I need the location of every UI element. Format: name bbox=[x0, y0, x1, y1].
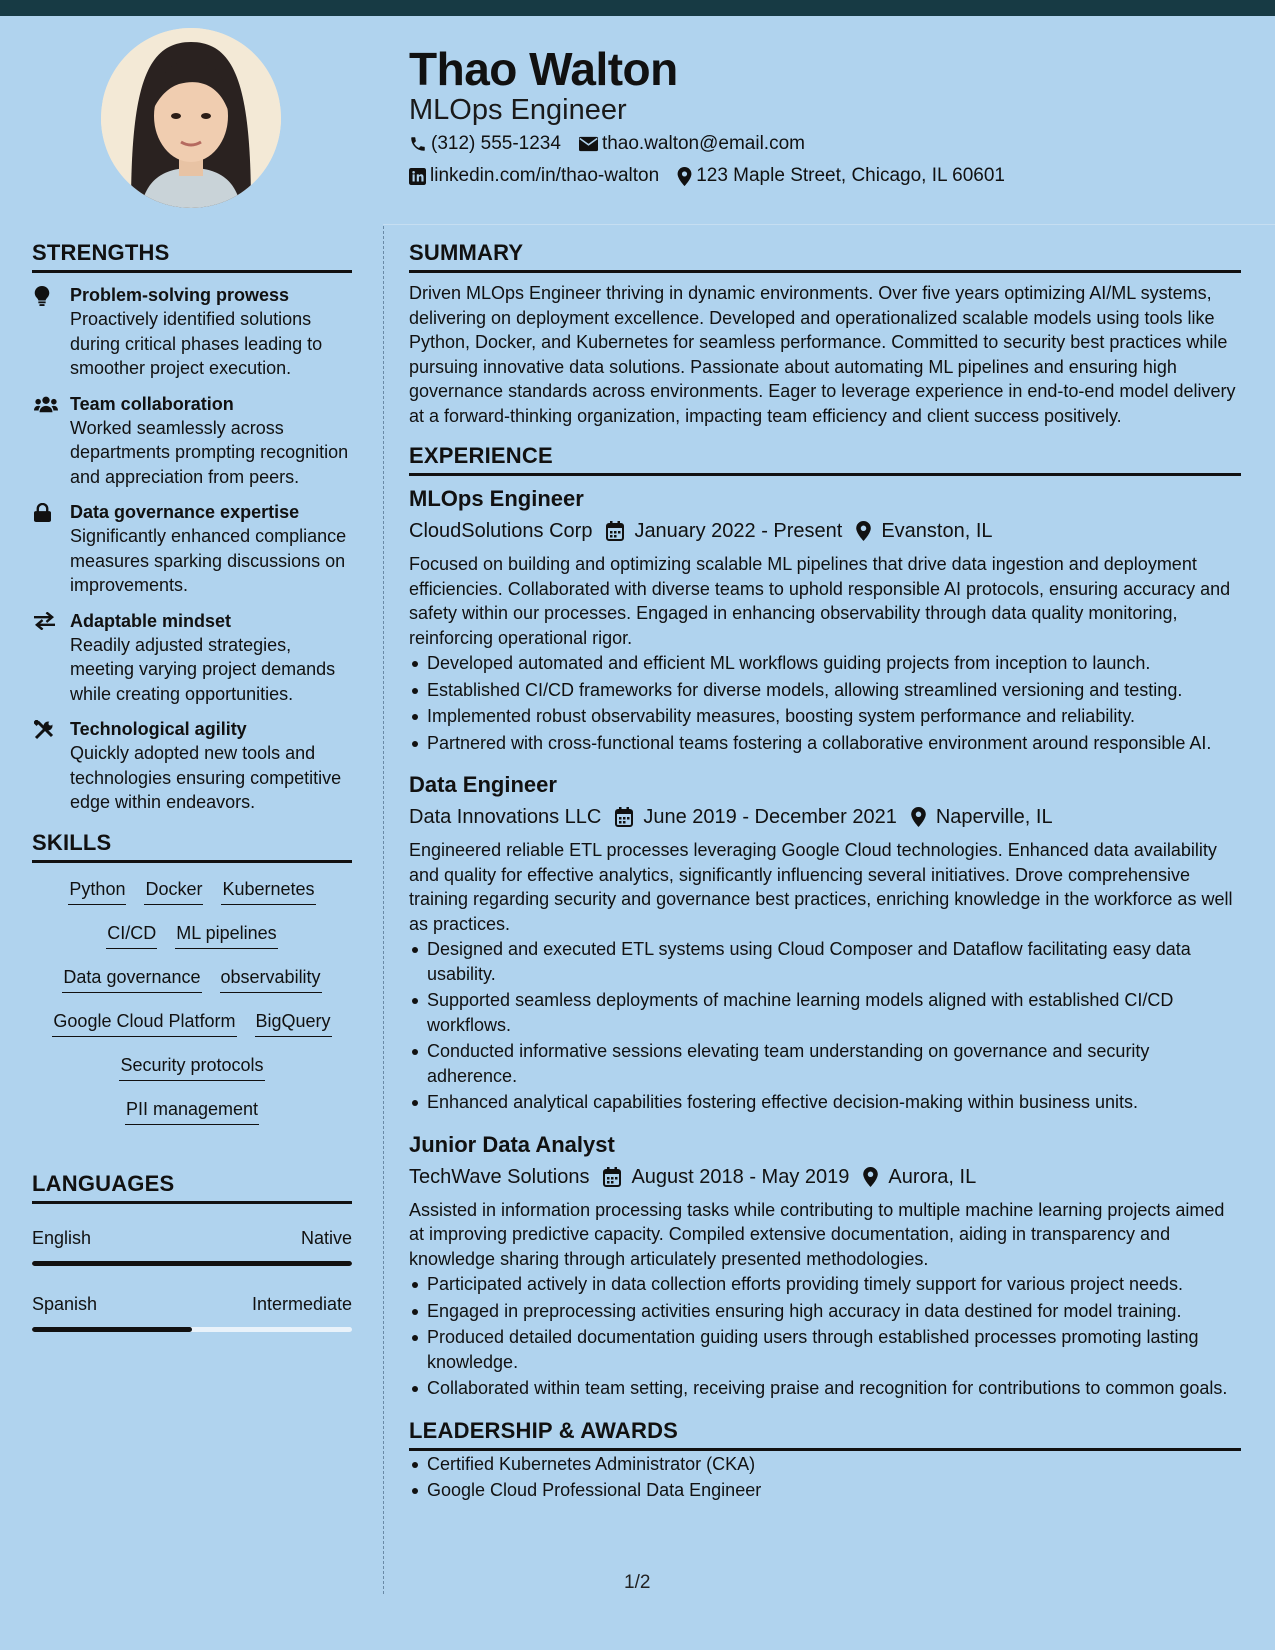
job-bullet: Implemented robust observability measures, boosting system performance and reliability. bbox=[409, 704, 1241, 729]
contact-linkedin[interactable] bbox=[409, 165, 659, 187]
strength-title: Technological agility bbox=[70, 719, 247, 739]
strengths-heading: STRENGTHS bbox=[32, 240, 352, 273]
skills-heading: SKILLS bbox=[32, 830, 352, 863]
phone-icon bbox=[409, 135, 427, 153]
strengths-list bbox=[32, 283, 352, 815]
skill-tag: Docker bbox=[144, 877, 203, 905]
job-location: Evanston, IL bbox=[881, 520, 993, 542]
skill-tag: PII management bbox=[125, 1097, 259, 1125]
strength-desc: Readily adjusted strategies, meeting varying project demands while creating opportunities. bbox=[70, 634, 336, 704]
job-company: Data Innovations LLC bbox=[409, 806, 602, 828]
strength-title: Adaptable mindset bbox=[70, 610, 232, 631]
job-bullets bbox=[409, 937, 1241, 1115]
address-text: 123 Maple Street, Chicago, IL 60601 bbox=[696, 165, 1005, 186]
candidate-role: MLOps Engineer bbox=[409, 94, 627, 126]
strength-title: Problem-solving prowess bbox=[70, 285, 290, 305]
skill-tag: BigQuery bbox=[255, 1009, 332, 1037]
linkedin-text: linkedin.com/in/thao-walton bbox=[430, 165, 660, 186]
job-entry bbox=[409, 770, 1241, 1115]
skills-list bbox=[32, 877, 352, 1125]
strength-desc: Quickly adopted new tools and technologies ensuring competitive edge within endeavors. bbox=[70, 743, 342, 812]
envelope-icon bbox=[579, 136, 598, 152]
skill-tag: Kubernetes bbox=[221, 877, 315, 905]
award-item: Certified Kubernetes Administrator (CKA) bbox=[409, 1452, 1241, 1477]
strength-item bbox=[32, 609, 352, 707]
summary-heading: SUMMARY bbox=[409, 240, 1241, 273]
top-accent-bar bbox=[0, 0, 1275, 16]
phone-text: (312) 555-1234 bbox=[431, 133, 561, 154]
job-bullet: Engaged in preprocessing activities ensuring high accuracy in data destined for model training. bbox=[409, 1299, 1241, 1324]
strength-desc: Worked seamlessly across departments prompting recognition and appreciation from peers. bbox=[70, 417, 349, 487]
job-dates: August 2018 - May 2019 bbox=[631, 1165, 850, 1188]
awards-list bbox=[409, 1452, 1241, 1503]
job-meta bbox=[409, 802, 1241, 832]
left-column bbox=[32, 240, 352, 1332]
job-title: MLOps Engineer bbox=[409, 486, 584, 511]
tools-icon bbox=[32, 717, 70, 815]
job-bullet: Developed automated and efficient ML workflows guiding projects from inception to launch. bbox=[409, 651, 1241, 676]
header-divider bbox=[383, 224, 1275, 225]
strength-title: Team collaboration bbox=[70, 393, 234, 414]
awards-heading: LEADERSHIP & AWARDS bbox=[409, 1418, 1241, 1451]
job-bullet: Partnered with cross-functional teams fostering a collaborative environment around responsible AI. bbox=[409, 731, 1241, 756]
right-column bbox=[409, 240, 1241, 1505]
job-location: Aurora, IL bbox=[888, 1165, 977, 1188]
language-name: Spanish bbox=[32, 1293, 98, 1314]
contact-phone[interactable] bbox=[409, 133, 561, 155]
page-number: 1/2 bbox=[624, 1572, 651, 1593]
skill-tag: Security protocols bbox=[119, 1053, 264, 1081]
job-bullet: Designed and executed ETL systems using Cloud Composer and Dataflow facilitating easy data usability. bbox=[409, 937, 1241, 986]
job-description: Assisted in information processing tasks while contributing to multiple machine learning projects aimed at improving predictive capacity. Compiled extensive documentation, aiding in transparency and knowledge sharing through articulately presented methodologies. bbox=[409, 1199, 1225, 1269]
job-bullets bbox=[409, 1272, 1241, 1401]
strength-title: Data governance expertise bbox=[70, 502, 300, 522]
strength-item bbox=[32, 283, 352, 381]
strength-desc: Proactively identified solutions during critical phases leading to smoother project execution. bbox=[70, 309, 323, 378]
job-company: CloudSolutions Corp bbox=[409, 520, 593, 542]
lightbulb-icon bbox=[32, 283, 70, 381]
calendar-icon bbox=[606, 521, 624, 541]
location-pin-icon bbox=[856, 521, 871, 541]
location-pin-icon bbox=[863, 1167, 878, 1187]
languages-heading: LANGUAGES bbox=[32, 1171, 352, 1204]
location-pin-icon bbox=[911, 807, 926, 827]
job-bullet: Conducted informative sessions elevating team understanding on governance and security adherence. bbox=[409, 1039, 1241, 1088]
job-company: TechWave Solutions bbox=[409, 1165, 590, 1188]
location-pin-icon bbox=[677, 167, 692, 186]
skill-row bbox=[68, 877, 315, 905]
skill-tag: observability bbox=[220, 965, 322, 993]
job-bullet: Collaborated within team setting, receiving praise and recognition for contributions to common goals. bbox=[409, 1376, 1241, 1401]
lock-icon bbox=[32, 500, 70, 598]
job-bullet: Supported seamless deployments of machine learning models aligned with established CI/CD workflows. bbox=[409, 988, 1241, 1037]
skill-row bbox=[119, 1053, 264, 1081]
skill-tag: Google Cloud Platform bbox=[52, 1009, 236, 1037]
award-item: Google Cloud Professional Data Engineer bbox=[409, 1478, 1241, 1503]
job-entry bbox=[409, 484, 1241, 755]
language-name: English bbox=[32, 1227, 92, 1248]
job-description: Focused on building and optimizing scalable ML pipelines that drive data ingestion and deployment efficiencies. Collaborated with diverse teams to uphold responsible AI protocols, ensuring accuracy and safety within our processes. Engaged in enhancing observability through data quality monitoring, reinforcing operational rigor. bbox=[409, 554, 1231, 648]
job-dates: January 2022 - Present bbox=[634, 520, 843, 542]
arrows-exchange-icon bbox=[32, 609, 70, 707]
language-level: Intermediate bbox=[251, 1293, 352, 1314]
strength-desc: Significantly enhanced compliance measures sparking discussions on improvements. bbox=[70, 526, 347, 595]
language-level: Native bbox=[300, 1227, 352, 1248]
skill-row bbox=[62, 965, 321, 993]
language-item bbox=[32, 1294, 352, 1332]
skill-row bbox=[52, 1009, 331, 1037]
calendar-icon bbox=[603, 1167, 621, 1187]
job-description: Engineered reliable ETL processes leveraging Google Cloud technologies. Enhanced data availability and quality for effective analytics, significantly influencing several initiatives. Drove comprehensive training regarding security and governance best practices, enriching knowledge in the workforce as well as practices. bbox=[409, 840, 1233, 934]
job-bullet: Enhanced analytical capabilities fostering effective decision-making within business units. bbox=[409, 1090, 1241, 1115]
email-text: thao.walton@email.com bbox=[601, 133, 805, 154]
skill-tag: ML pipelines bbox=[175, 921, 277, 949]
contact-line-1 bbox=[409, 133, 805, 155]
job-meta bbox=[409, 516, 1241, 546]
job-dates: June 2019 - December 2021 bbox=[643, 806, 897, 828]
skill-row bbox=[106, 921, 277, 949]
skill-tag: Data governance bbox=[62, 965, 201, 993]
job-bullets bbox=[409, 651, 1241, 755]
language-item bbox=[32, 1228, 352, 1266]
job-entry bbox=[409, 1130, 1241, 1401]
calendar-icon bbox=[615, 807, 633, 827]
contact-address bbox=[677, 165, 1005, 187]
job-title: Data Engineer bbox=[409, 772, 557, 797]
job-bullet: Established CI/CD frameworks for diverse models, allowing streamlined versioning and testing. bbox=[409, 678, 1241, 703]
strength-item bbox=[32, 392, 352, 490]
job-title: Junior Data Analyst bbox=[409, 1131, 615, 1157]
language-proficiency-fill bbox=[32, 1261, 352, 1266]
experience-heading: EXPERIENCE bbox=[409, 443, 1241, 476]
summary-text: Driven MLOps Engineer thriving in dynamic environments. Over five years optimizing AI/ML systems, delivering on deployment excellence. Developed and operationalized scalable models using tools like Python, Docker, and Kubernetes for seamless performance. Committed to security best practices while pursuing innovative data solutions. Passionate about automating ML pipelines and ensuring high governance standards across environments. Eager to leverage experience in end-to-end model delivery at a forward-thinking organization, impacting team efficiency and client success positively. bbox=[409, 283, 1236, 426]
candidate-name: Thao Walton bbox=[409, 43, 678, 95]
profile-photo bbox=[101, 28, 281, 208]
language-proficiency-fill bbox=[32, 1327, 192, 1332]
skill-tag: Python bbox=[68, 877, 126, 905]
linkedin-icon bbox=[409, 168, 426, 185]
skill-row bbox=[125, 1097, 259, 1125]
job-location: Naperville, IL bbox=[935, 806, 1053, 828]
strength-item bbox=[32, 717, 352, 815]
users-icon bbox=[32, 392, 70, 490]
job-bullet: Produced detailed documentation guiding users through established processes promoting lasting knowledge. bbox=[409, 1325, 1241, 1374]
skill-tag: CI/CD bbox=[106, 921, 157, 949]
job-bullet: Participated actively in data collection efforts providing timely support for various project needs. bbox=[409, 1272, 1241, 1297]
strength-item bbox=[32, 500, 352, 598]
language-proficiency-bar bbox=[32, 1261, 352, 1266]
language-proficiency-bar bbox=[32, 1327, 352, 1332]
job-meta bbox=[409, 1162, 1241, 1192]
contact-email[interactable] bbox=[579, 133, 805, 155]
contact-line-2 bbox=[409, 165, 1005, 187]
column-divider bbox=[383, 226, 384, 1594]
